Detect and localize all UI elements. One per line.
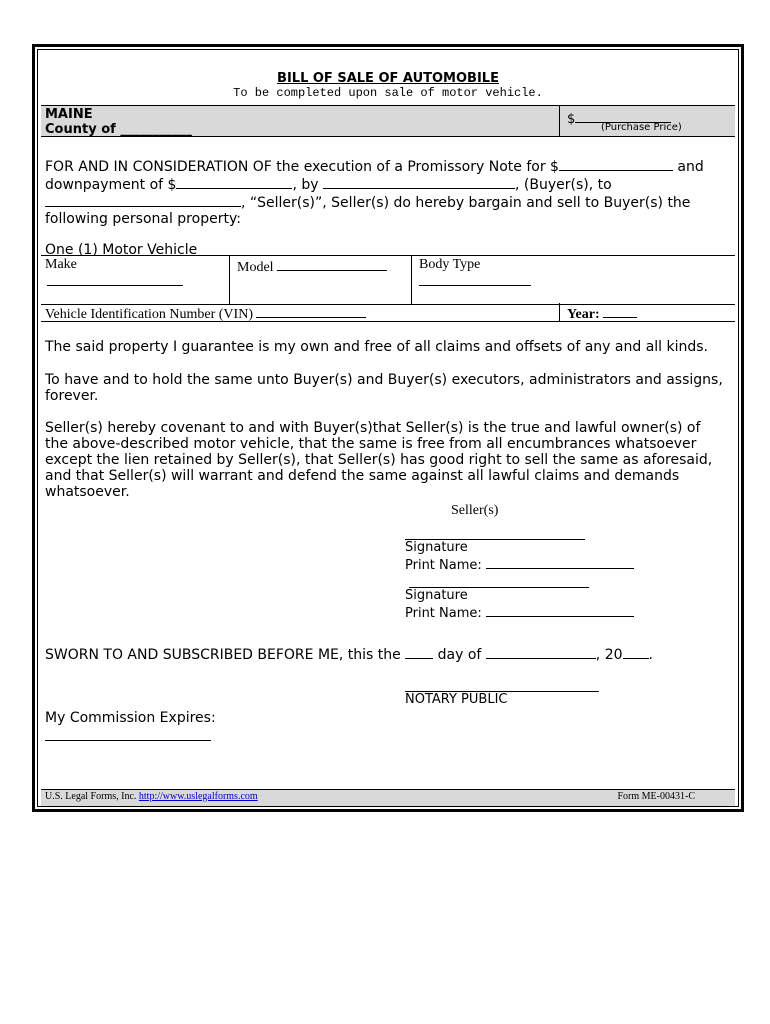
sworn-month-field[interactable] [486,645,596,659]
consideration-text-1: FOR AND IN CONSIDERATION OF the execution of a Promissory Note for $ [45,159,559,175]
sworn-statement [45,645,725,663]
sworn-year-field[interactable] [623,645,649,659]
model-label: Model [237,260,274,275]
body-type-field[interactable] [419,272,531,286]
vin-field[interactable] [256,304,366,318]
state-name: MAINE [45,107,93,122]
vehicle-table [41,255,735,305]
consideration-text-1b: and [672,159,704,175]
commission-expires-field[interactable] [45,727,211,741]
property-label: following personal property: [45,211,241,227]
covenant-paragraph: Seller(s) hereby covenant to and with Buyer(s)that Seller(s) is the true and lawful owner(s) of the above-described motor vehicle, that the same is free from all encumbrances whatsoever except the lien retained by Seller(s), that Seller(s) has good right to sell the same as aforesaid, and that Seller(s) will warrant and defend the same against all lawful claims and demands whatsoever. [45,420,713,500]
document-subtitle: To be completed upon sale of motor vehicle. [233,86,543,100]
year-label: Year: [567,307,600,322]
downpayment-label: downpayment of $ [45,177,177,193]
footer-form-id: Form ME-00431-C [617,791,695,802]
buyer-label: , (Buyer(s), to [514,177,612,193]
seller-label: , “Seller(s)”, Seller(s) do hereby bargain and sell to Buyer(s) the [241,195,691,211]
print-name-line-1 [405,555,665,573]
county-line [45,122,192,137]
sworn-text-d: . [648,647,653,663]
print-name-field-2[interactable] [486,603,634,617]
year-field[interactable] [603,304,637,318]
band-divider [559,106,560,136]
vin-line [45,304,366,323]
make-field[interactable] [47,272,183,286]
print-name-line-2 [405,603,665,621]
sworn-text-b: day of [433,647,486,663]
commission-expires-label: My Commission Expires: [45,710,216,726]
model-cell [229,256,412,304]
document-frame [32,44,744,812]
footer-company: U.S. Legal Forms, Inc. [45,791,137,802]
purchase-price-label: (Purchase Price) [601,122,682,133]
state-county-block [45,107,192,137]
make-label: Make [45,257,77,272]
footer-band [41,789,735,807]
notary-public-label: NOTARY PUBLIC [405,692,508,707]
guarantee-paragraph: The said property I guarantee is my own and free of all claims and offsets of any and all kinds. [45,339,709,355]
seller-signature-block-2 [405,587,665,621]
buyer-name-field[interactable] [323,175,515,189]
consideration-paragraph [45,157,725,258]
sworn-text-a: SWORN TO AND SUBSCRIBED BEFORE ME, this the [45,647,406,663]
print-name-label-2: Print Name: [405,606,482,621]
print-name-field-1[interactable] [486,555,634,569]
promissory-note-amount-field[interactable] [559,157,673,171]
seller-name-field[interactable] [45,193,241,207]
notary-signature-block [405,691,625,707]
vehicle-intro: One (1) Motor Vehicle [45,242,198,258]
dollar-sign: $ [567,112,576,127]
county-label: County of [45,122,116,137]
signature-label-1: Signature [405,540,468,555]
body-type-cell [411,256,735,304]
signature-label-2: Signature [405,588,468,603]
sworn-day-field[interactable] [405,645,433,659]
model-field[interactable] [277,257,387,271]
vin-divider [559,303,560,321]
vin-label: Vehicle Identification Number (VIN) [45,307,253,322]
purchase-price-field[interactable] [575,109,671,123]
model-line [237,257,387,276]
downpayment-field[interactable] [176,175,292,189]
seller-signature-block-1 [405,539,665,573]
to-have-paragraph: To have and to hold the same unto Buyer(s) and Buyer(s) executors, administrators and assigns, forever. [45,372,723,404]
year-line [567,304,637,323]
by-label: , by [292,177,323,193]
state-county-band [41,105,735,137]
vin-row [41,303,735,322]
sellers-heading: Seller(s) [451,503,499,518]
footer-link[interactable]: http://www.uslegalforms.com [138,791,258,802]
make-cell [41,256,230,304]
body-type-label: Body Type [419,257,481,272]
footer-credit [45,791,258,802]
print-name-label-1: Print Name: [405,558,482,573]
sworn-text-c: , 20 [595,647,623,663]
document-title: BILL OF SALE OF AUTOMOBILE [277,71,499,86]
county-field[interactable]: ___________ [120,122,192,137]
